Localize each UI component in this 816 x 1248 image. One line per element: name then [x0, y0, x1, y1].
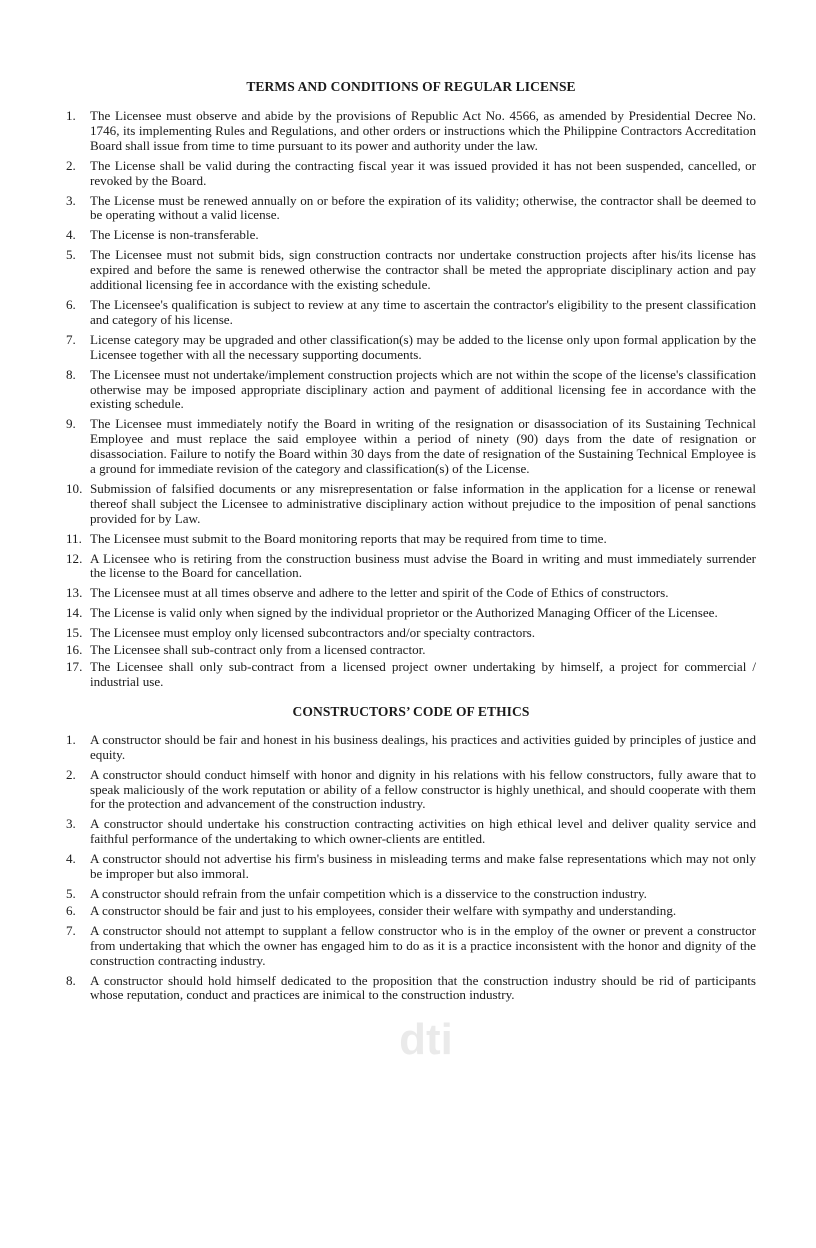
item-number: 9. [66, 416, 76, 432]
ethics-heading: CONSTRUCTORS’ CODE OF ETHICS [292, 703, 530, 719]
terms-item [66, 417, 756, 477]
item-text: The Licensee's qualification is subject to review at any time to ascertain the contractor's eligibility to the present classification and category of his license. [90, 296, 756, 327]
item-number: 6. [66, 902, 76, 918]
item-text: A constructor should be fair and honest in his business dealings, his practices and activities guided by principles of justice and equity. [90, 731, 756, 762]
item-number: 8. [66, 972, 76, 988]
terms-item [66, 159, 756, 189]
item-number: 3. [66, 816, 76, 832]
item-number: 2. [66, 766, 76, 782]
terms-item [66, 298, 756, 328]
item-text: A Licensee who is retiring from the construction business must advise the Board in writing and must immediately surrender the license to the Board for cancellation. [90, 550, 756, 581]
document-page [66, 79, 756, 1008]
dti-watermark-logo [398, 1010, 454, 1060]
item-number: 10. [66, 480, 83, 496]
terms-item [66, 586, 756, 601]
item-text: The License is non-transferable. [90, 227, 259, 243]
item-text: A constructor should conduct himself with honor and dignity in his relations with his fellow constructors, fully aware that to speak maliciously of the work reputation or ability of a fellow constructor is highly unethical, and should cooperate with them for the protection and advancement of the construction industry. [90, 766, 756, 812]
ethics-item [66, 974, 756, 1004]
item-number: 17. [66, 659, 83, 674]
ethics-item [66, 924, 756, 969]
item-number: 7. [66, 331, 76, 347]
terms-item [66, 626, 756, 641]
terms-item [66, 228, 756, 243]
item-number: 5. [66, 247, 76, 263]
item-text: The License must be renewed annually on or before the expiration of its validity; otherwise, the contractor shall be deemed to be operating without a valid license. [90, 192, 756, 223]
item-number: 4. [66, 851, 76, 867]
item-number: 14. [66, 605, 83, 621]
item-text: A constructor should refrain from the unfair competition which is a disservice to the construction industry. [90, 885, 647, 901]
terms-item [66, 333, 756, 363]
item-text: A constructor should not attempt to supplant a fellow constructor who is in the employ of the owner or prevent a constructor from undertaking that which the owner has engaged him to do as it is a practice inconsistent with the honor and dignity of the construction contracting industry. [90, 922, 756, 968]
terms-heading: TERMS AND CONDITIONS OF REGULAR LICENSE [246, 79, 576, 94]
item-number: 6. [66, 296, 76, 312]
terms-item [66, 532, 756, 547]
item-number: 4. [66, 227, 76, 243]
item-text: License category may be upgraded and other classification(s) may be added to the license only upon formal application by the Licensee together with all the necessary supporting documents. [90, 331, 756, 362]
item-text: A constructor should not advertise his firm's business in misleading terms and make false representations which may not only be improper but also immoral. [90, 851, 756, 882]
item-number: 7. [66, 922, 76, 938]
item-number: 8. [66, 366, 76, 382]
ethics-item [66, 817, 756, 847]
item-text: The Licensee must not undertake/implement construction projects which are not within the scope of the license's classification otherwise may be imposed appropriate disciplinary action and payment of additional licensing fee in accordance with the existing schedule. [90, 366, 756, 412]
ethics-item [66, 887, 756, 902]
item-number: 13. [66, 585, 83, 601]
terms-item [66, 482, 756, 527]
item-text: The Licensee must observe and abide by the provisions of Republic Act No. 4566, as amended by Presidential Decree No. 1746, its implementing Rules and Regulations, and other orders or instructions which the Philippine Contractors Accreditation Board shall issue from time to time pursuant to its power and authority under the law. [90, 108, 756, 153]
item-text: The Licensee must employ only licensed subcontractors and/or specialty contractors. [90, 625, 536, 641]
terms-item [66, 606, 756, 621]
watermark-text: dti [399, 1015, 453, 1060]
item-text: The Licensee must submit to the Board monitoring reports that may be required from time to time. [90, 530, 607, 546]
item-number: 15. [66, 625, 83, 641]
item-number: 12. [66, 550, 83, 566]
terms-list [66, 109, 756, 690]
item-number: 1. [66, 731, 76, 747]
ethics-item [66, 768, 756, 813]
item-text: Submission of falsified documents or any misrepresentation or false information in the application for a license or renewal thereof shall subject the Licensee to administrative disciplinary action without prejudice to the imposition of penal sanctions provided for by Law. [90, 480, 756, 526]
item-text: The Licensee must at all times observe and adhere to the letter and spirit of the Code of Ethics of constructors. [90, 585, 669, 601]
item-text: The Licensee shall sub-contract only from a licensed contractor. [90, 642, 426, 658]
item-text: A constructor should hold himself dedicated to the proposition that the construction industry should be rid of participants whose reputation, conduct and practices are inimical to the construction industry. [90, 972, 756, 1003]
ethics-item [66, 852, 756, 882]
item-text: The Licensee must immediately notify the Board in writing of the resignation or disassociation of its Sustaining Technical Employee and must replace the said employee within a period of ninety (90) days from the date of resignation or disassociation. Failure to notify the Board within 30 days from the date of resignation of the Sustaining Technical Employee is a ground for immediate revision of the category and classification(s) of the License. [90, 416, 756, 477]
terms-item [66, 248, 756, 293]
terms-item [66, 660, 756, 690]
item-text: A constructor should be fair and just to his employees, consider their welfare with sympathy and understanding. [90, 902, 677, 918]
terms-item [66, 643, 756, 658]
ethics-item [66, 904, 756, 919]
terms-item [66, 368, 756, 413]
ethics-item [66, 733, 756, 763]
terms-item [66, 194, 756, 224]
item-text: The Licensee must not submit bids, sign construction contracts nor undertake construction projects after his/its license has expired and before the same is renewed otherwise the contractor shall be meted the appropriate disciplinary action and pay additional licensing fee in accordance with the existing schedule. [90, 247, 756, 293]
item-number: 2. [66, 157, 76, 173]
item-number: 1. [66, 108, 76, 123]
item-text: The License is valid only when signed by the individual proprietor or the Authorized Managing Officer of the Licensee. [90, 605, 718, 621]
item-number: 5. [66, 885, 76, 901]
ethics-list [66, 733, 756, 1004]
item-text: A constructor should undertake his construction contracting activities on high ethical level and deliver quality service and faithful performance of the undertaking to which owner-clients are entitled. [90, 816, 756, 847]
terms-item [66, 552, 756, 582]
terms-item [66, 109, 756, 154]
item-number: 16. [66, 642, 83, 658]
item-text: The Licensee shall only sub-contract from a licensed project owner undertaking by himself, a project for commercial / industrial use. [90, 659, 756, 689]
item-number: 11. [66, 530, 82, 546]
item-number: 3. [66, 192, 76, 208]
item-text: The License shall be valid during the contracting fiscal year it was issued provided it has not been suspended, cancelled, or revoked by the Board. [90, 157, 756, 188]
